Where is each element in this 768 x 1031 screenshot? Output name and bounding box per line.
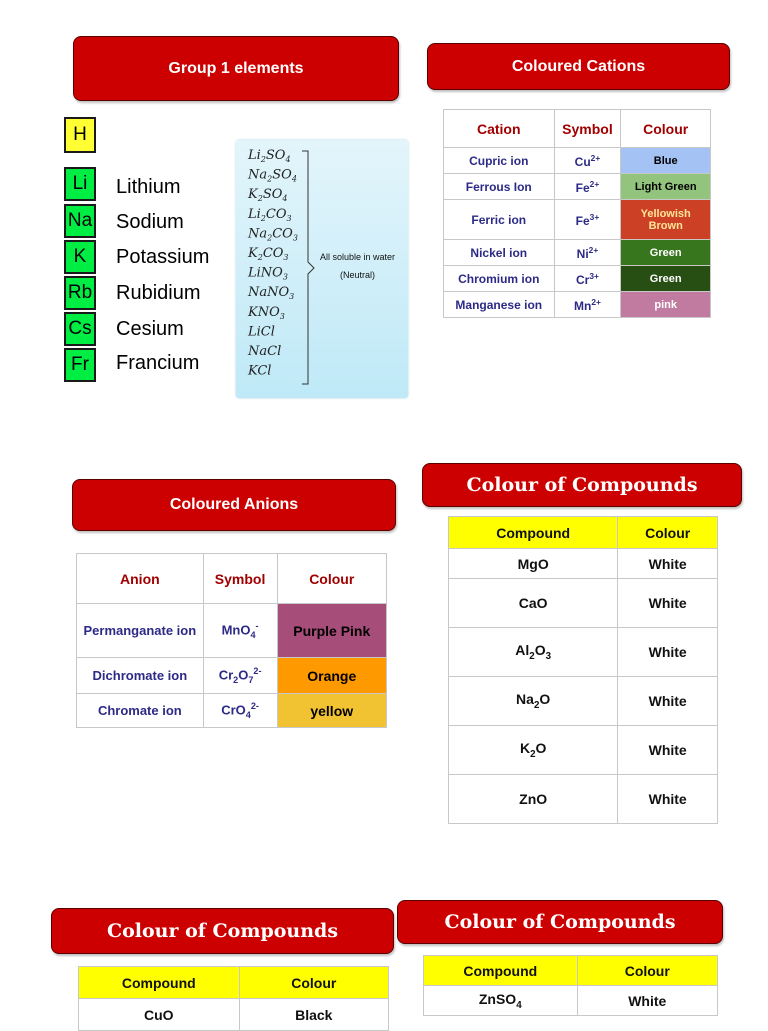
table-row bbox=[449, 628, 718, 677]
salt-formula: KCl bbox=[248, 363, 272, 379]
table-row bbox=[444, 266, 711, 292]
compounds1-header-colour: Colour bbox=[618, 517, 718, 549]
element-name: Francium bbox=[116, 352, 200, 374]
compound-formula: ZnO bbox=[449, 775, 618, 824]
table-row bbox=[444, 174, 711, 200]
cation-name: Nickel ion bbox=[444, 240, 555, 266]
hydrogen-symbol: H bbox=[73, 124, 87, 145]
salt-formula: $Li_2SO_4$ bbox=[248, 148, 291, 164]
compound-colour: White bbox=[618, 579, 718, 628]
compounds3-table bbox=[423, 955, 718, 1016]
cations-header-colour: Colour bbox=[621, 110, 711, 148]
cation-symbol bbox=[554, 240, 621, 266]
salt-formula: $Na_2CO_3$ bbox=[248, 226, 298, 243]
cation-charge: 2+ bbox=[589, 178, 600, 189]
table-row bbox=[77, 604, 387, 658]
salts-brace bbox=[302, 151, 314, 384]
anion-subscript: 2 bbox=[233, 674, 239, 685]
group1-title: Group 1 elements bbox=[168, 59, 304, 77]
anion-charge: 2- bbox=[253, 666, 262, 677]
element-name: Potassium bbox=[116, 246, 210, 268]
cations-table bbox=[443, 109, 711, 318]
cation-colour: Light Green bbox=[621, 174, 711, 200]
anion-symbol-text-2: O bbox=[238, 667, 249, 683]
table-row bbox=[444, 240, 711, 266]
salt-formula: $Li_2CO_3$ bbox=[248, 206, 292, 223]
cation-charge: 2+ bbox=[590, 152, 601, 163]
table-row bbox=[79, 999, 389, 1031]
compounds3-title-banner bbox=[397, 900, 723, 944]
cations-header-cation: Cation bbox=[444, 110, 555, 148]
cation-symbol bbox=[554, 174, 621, 200]
anion-colour: yellow bbox=[277, 694, 387, 728]
salt-formula: LiCl bbox=[248, 324, 275, 340]
compounds1-table bbox=[448, 516, 718, 824]
cation-colour: Yellowish Brown bbox=[621, 200, 711, 240]
cation-symbol-text: Cu bbox=[574, 154, 591, 169]
table-row bbox=[444, 148, 711, 174]
compounds2-title: Colour of Compounds bbox=[106, 920, 339, 942]
anion-subscript: 4 bbox=[250, 629, 256, 640]
salt-formula: NaCl bbox=[248, 344, 282, 359]
compound-formula: $K_2O$ bbox=[449, 726, 618, 775]
cation-name: Ferric ion bbox=[444, 200, 555, 240]
cation-symbol bbox=[554, 148, 621, 174]
table-row bbox=[77, 694, 387, 728]
cation-colour: pink bbox=[621, 292, 711, 318]
cation-symbol-text: Cr bbox=[576, 272, 590, 287]
salt-formula: $KNO_3$ bbox=[248, 304, 285, 321]
element-name: Lithium bbox=[116, 176, 181, 198]
compounds1-title: Colour of Compounds bbox=[466, 474, 698, 496]
anions-title: Coloured Anions bbox=[169, 496, 299, 513]
anion-name: Dichromate ion bbox=[77, 658, 204, 694]
compounds3-header-compound: Compound bbox=[424, 956, 578, 986]
anion-subscript: 4 bbox=[245, 709, 251, 720]
cations-title-banner bbox=[427, 43, 730, 90]
cation-symbol bbox=[554, 266, 621, 292]
compounds2-table bbox=[78, 966, 389, 1031]
compound-formula: $Al_2O_3$ bbox=[449, 628, 618, 677]
cation-symbol-text: Mn bbox=[574, 298, 592, 313]
hydrogen-box bbox=[64, 117, 96, 153]
anion-subscript-2: 7 bbox=[248, 674, 254, 685]
anion-symbol-text: Cr bbox=[218, 667, 234, 683]
salts-panel bbox=[236, 140, 408, 398]
element-symbol: K bbox=[73, 246, 87, 267]
compound-colour: Black bbox=[239, 999, 388, 1031]
element-box bbox=[64, 348, 96, 382]
table-row bbox=[444, 292, 711, 318]
anion-symbol bbox=[203, 694, 277, 728]
compound-colour: White bbox=[618, 677, 718, 726]
anion-colour: Orange bbox=[277, 658, 387, 694]
cation-charge: 3+ bbox=[589, 270, 599, 281]
element-symbol: Fr bbox=[71, 354, 89, 375]
cation-name: Cupric ion bbox=[444, 148, 555, 174]
cation-symbol bbox=[554, 200, 621, 240]
salt-formula: LiNO$_3$ bbox=[248, 265, 288, 282]
salt-formula: NaNO$_3$ bbox=[248, 285, 295, 302]
element-box bbox=[64, 276, 96, 310]
cation-charge: 3+ bbox=[589, 211, 600, 222]
anion-name: Permanganate ion bbox=[77, 604, 204, 658]
element-symbol: Na bbox=[67, 210, 93, 231]
anion-symbol bbox=[203, 658, 277, 694]
table-row bbox=[444, 200, 711, 240]
anions-header-anion: Anion bbox=[77, 554, 204, 604]
table-row bbox=[77, 658, 387, 694]
table-row bbox=[449, 677, 718, 726]
compound-colour: White bbox=[618, 549, 718, 579]
element-box bbox=[64, 204, 96, 238]
compounds3-header-colour: Colour bbox=[577, 956, 717, 986]
cation-symbol bbox=[554, 292, 621, 318]
salt-formula: $K_2CO_3$ bbox=[248, 246, 289, 262]
cations-title: Coloured Cations bbox=[511, 57, 646, 75]
table-row bbox=[424, 986, 718, 1016]
element-symbol: Li bbox=[72, 173, 88, 194]
compound-formula: $Na_2O$ bbox=[449, 677, 618, 726]
element-box bbox=[64, 240, 96, 274]
cation-symbol-text: Fe bbox=[575, 180, 590, 195]
compound-formula: CaO bbox=[449, 579, 618, 628]
anion-name: Chromate ion bbox=[77, 694, 204, 728]
table-row bbox=[449, 579, 718, 628]
anion-symbol bbox=[203, 604, 277, 658]
element-name: Rubidium bbox=[116, 282, 201, 304]
compounds3-title: Colour of Compounds bbox=[444, 911, 676, 933]
anion-colour: Purple Pink bbox=[277, 604, 387, 658]
cation-name: Manganese ion bbox=[444, 292, 555, 318]
salts-note-line1: All soluble in water bbox=[320, 252, 396, 262]
element-box bbox=[64, 167, 96, 201]
element-name: Cesium bbox=[116, 318, 184, 340]
anion-symbol-text: MnO bbox=[221, 622, 251, 638]
anions-header-colour: Colour bbox=[277, 554, 387, 604]
anion-charge: - bbox=[255, 621, 259, 632]
compound-colour: White bbox=[577, 986, 717, 1016]
table-row bbox=[449, 775, 718, 824]
group1-title-banner bbox=[73, 36, 399, 101]
cation-symbol-text: Ni bbox=[576, 246, 589, 261]
salts-note-line2: (Neutral) bbox=[340, 270, 376, 280]
anion-symbol-text: CrO bbox=[221, 702, 246, 718]
compound-colour: White bbox=[618, 726, 718, 775]
element-name: Sodium bbox=[116, 211, 184, 233]
compound-formula: MgO bbox=[449, 549, 618, 579]
salt-formula: $Na_2SO_4$ bbox=[248, 167, 297, 184]
anion-charge: 2- bbox=[250, 701, 259, 712]
salt-formula: $K_2SO_4$ bbox=[248, 187, 288, 204]
compounds1-header-compound: Compound bbox=[449, 517, 618, 549]
compound-colour: White bbox=[618, 628, 718, 677]
compound-colour: White bbox=[618, 775, 718, 824]
cation-colour: Blue bbox=[621, 148, 711, 174]
anions-header-symbol: Symbol bbox=[203, 554, 277, 604]
compound-formula: CuO bbox=[79, 999, 240, 1031]
element-box bbox=[64, 312, 96, 346]
compounds1-title-banner bbox=[422, 463, 742, 507]
cation-charge: 2+ bbox=[588, 244, 599, 255]
cation-charge: 2+ bbox=[591, 296, 601, 307]
element-symbol: Rb bbox=[67, 282, 93, 303]
cation-name: Ferrous Ion bbox=[444, 174, 555, 200]
compounds2-header-compound: Compound bbox=[79, 967, 240, 999]
cation-colour: Green bbox=[621, 240, 711, 266]
element-symbol: Cs bbox=[68, 318, 92, 339]
cation-symbol-text: Fe bbox=[575, 213, 590, 228]
cation-name: Chromium ion bbox=[444, 266, 555, 292]
cations-header-symbol: Symbol bbox=[554, 110, 621, 148]
compounds2-title-banner bbox=[51, 908, 394, 954]
anions-title-banner bbox=[72, 479, 396, 531]
table-row bbox=[449, 549, 718, 579]
salts-list bbox=[236, 140, 408, 398]
compound-formula: ZnSO$_4$ bbox=[424, 986, 578, 1016]
anions-table bbox=[76, 553, 387, 728]
compounds2-header-colour: Colour bbox=[239, 967, 388, 999]
cation-colour: Green bbox=[621, 266, 711, 292]
table-row bbox=[449, 726, 718, 775]
